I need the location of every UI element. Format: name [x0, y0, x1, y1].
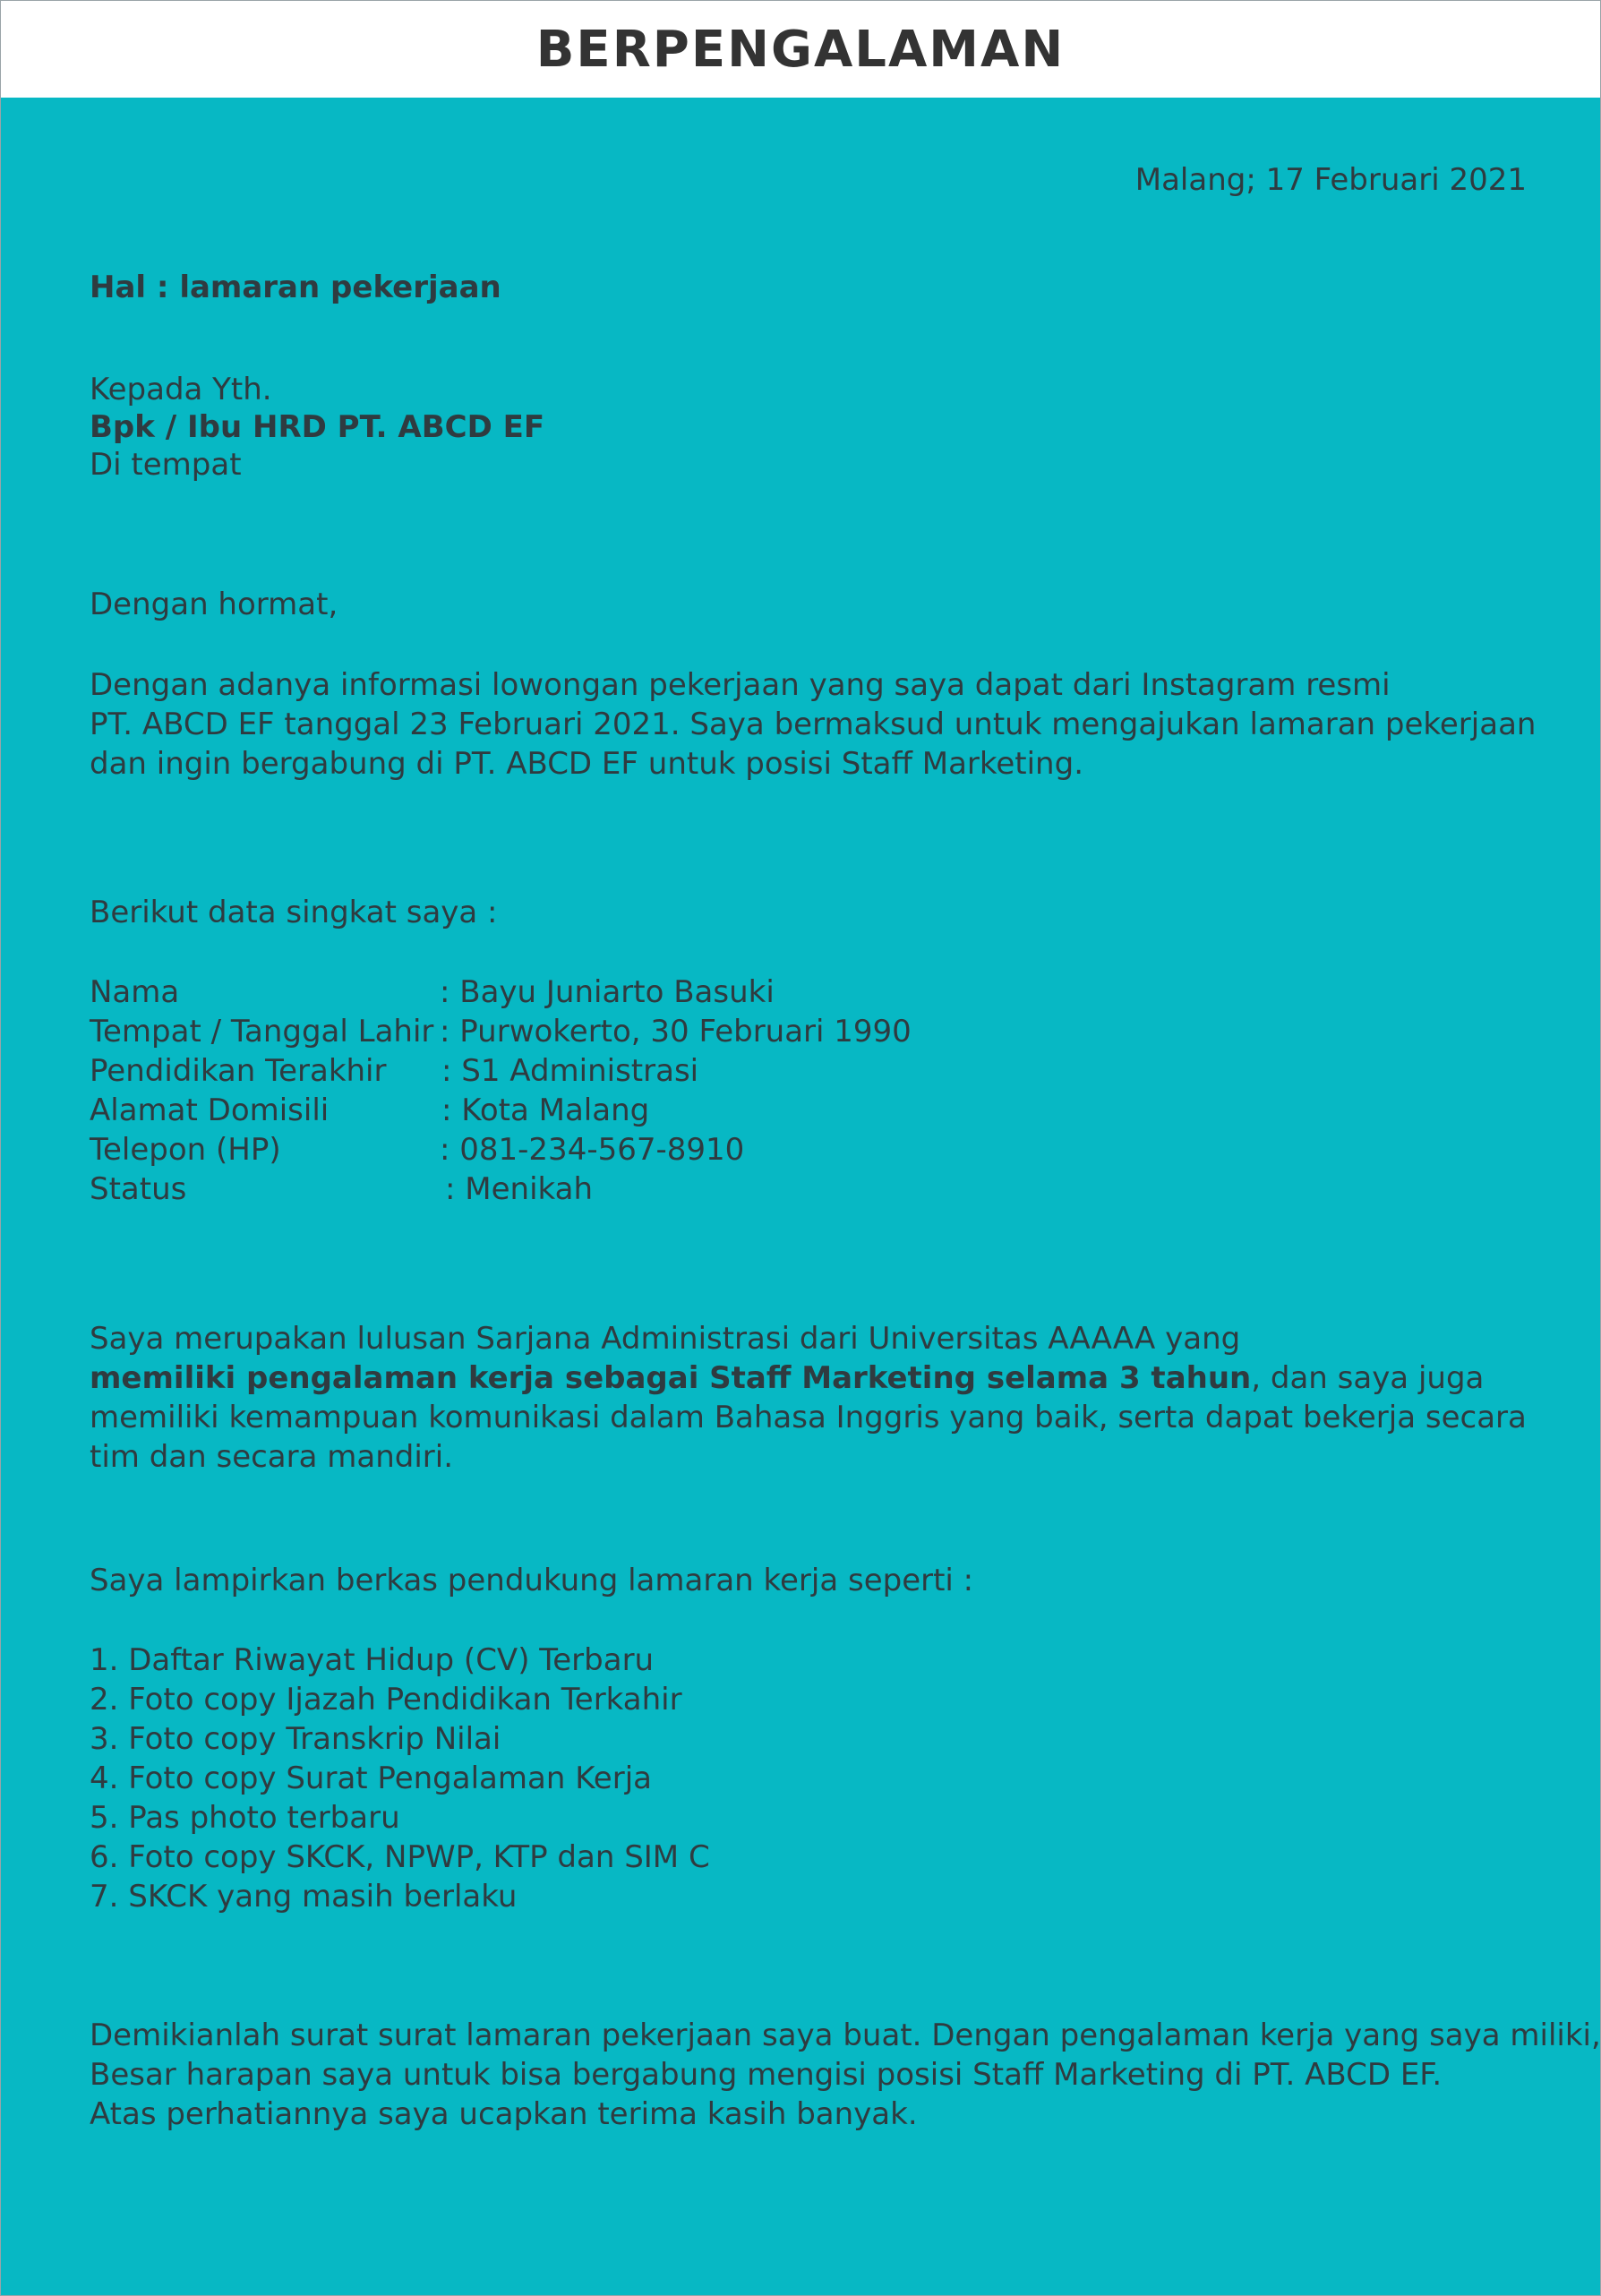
letter-date: Malang; 17 Februari 2021: [1134, 162, 1527, 198]
data-label-ttl: Tempat / Tanggal Lahir: [90, 1014, 434, 1049]
recipient-line-2: Bpk / Ibu HRD PT. ABCD EF: [90, 409, 545, 445]
attachment-item: 2. Foto copy Ijazah Pendidikan Terkahir: [90, 1682, 682, 1718]
attachment-item: 1. Daftar Riwayat Hidup (CV) Terbaru: [90, 1642, 655, 1678]
closing-line-3: Atas perhatiannya saya ucapkan terima kasih banyak.: [90, 2096, 918, 2132]
data-value-alamat: : Kota Malang: [441, 1092, 650, 1128]
intro-line-3: dan ingin bergabung di PT. ABCD EF untuk posisi Staff Marketing.: [90, 746, 1083, 782]
data-value-telepon: : 081-234-567-8910: [440, 1132, 745, 1168]
data-value-status: : Menikah: [445, 1171, 593, 1207]
greeting: Dengan hormat,: [90, 587, 338, 622]
recipient-line-3: Di tempat: [90, 447, 242, 483]
attachment-item: 4. Foto copy Surat Pengalaman Kerja: [90, 1761, 652, 1796]
attachments-intro: Saya lampirkan berkas pendukung lamaran kerja seperti :: [90, 1563, 974, 1598]
data-label-telepon: Telepon (HP): [90, 1132, 281, 1168]
attachment-item: 6. Foto copy SKCK, NPWP, KTP dan SIM C: [90, 1839, 710, 1875]
attachment-item: 5. Pas photo terbaru: [90, 1800, 400, 1836]
data-label-status: Status: [90, 1171, 187, 1207]
data-label-alamat: Alamat Domisili: [90, 1092, 330, 1128]
letter-subject: Hal : lamaran pekerjaan: [90, 270, 501, 305]
data-value-nama: : Bayu Juniarto Basuki: [440, 974, 775, 1010]
experience-line-2: [90, 1358, 1484, 1398]
data-label-pendidikan: Pendidikan Terakhir: [90, 1053, 387, 1089]
attachment-item: 3. Foto copy Transkrip Nilai: [90, 1721, 501, 1757]
recipient-line-1: Kepada Yth.: [90, 372, 272, 407]
data-value-ttl: : Purwokerto, 30 Februari 1990: [440, 1014, 912, 1049]
intro-line-1: Dengan adanya informasi lowongan pekerjaan yang saya dapat dari Instagram resmi: [90, 667, 1391, 703]
experience-line-1: Saya merupakan lulusan Sarjana Administrasi dari Universitas AAAAA yang: [90, 1321, 1241, 1357]
experience-line-3: memiliki kemampuan komunikasi dalam Bahasa Inggris yang baik, serta dapat bekerja secara: [90, 1400, 1527, 1435]
header-bar: [1, 1, 1600, 98]
letter-body: [1, 98, 1600, 2295]
experience-line-4: tim dan secara mandiri.: [90, 1439, 454, 1475]
experience-highlight: memiliki pengalaman kerja sebagai Staff Marketing selama 3 tahun: [90, 1360, 1252, 1396]
data-label-nama: Nama: [90, 974, 180, 1010]
data-intro: Berikut data singkat saya :: [90, 895, 498, 930]
intro-line-2: PT. ABCD EF tanggal 23 Februari 2021. Saya bermaksud untuk mengajukan lamaran pekerjaan: [90, 707, 1537, 742]
page-title: BERPENGALAMAN: [535, 20, 1066, 79]
closing-line-1: Demikianlah surat surat lamaran pekerjaan saya buat. Dengan pengalaman kerja yang saya miliki,: [90, 2018, 1601, 2053]
attachment-item: 7. SKCK yang masih berlaku: [90, 1879, 518, 1915]
experience-line-2-rest: , dan saya juga: [1251, 1360, 1485, 1396]
closing-line-2: Besar harapan saya untuk bisa bergabung mengisi posisi Staff Marketing di PT. ABCD EF.: [90, 2057, 1443, 2093]
data-value-pendidikan: : S1 Administrasi: [441, 1053, 699, 1089]
